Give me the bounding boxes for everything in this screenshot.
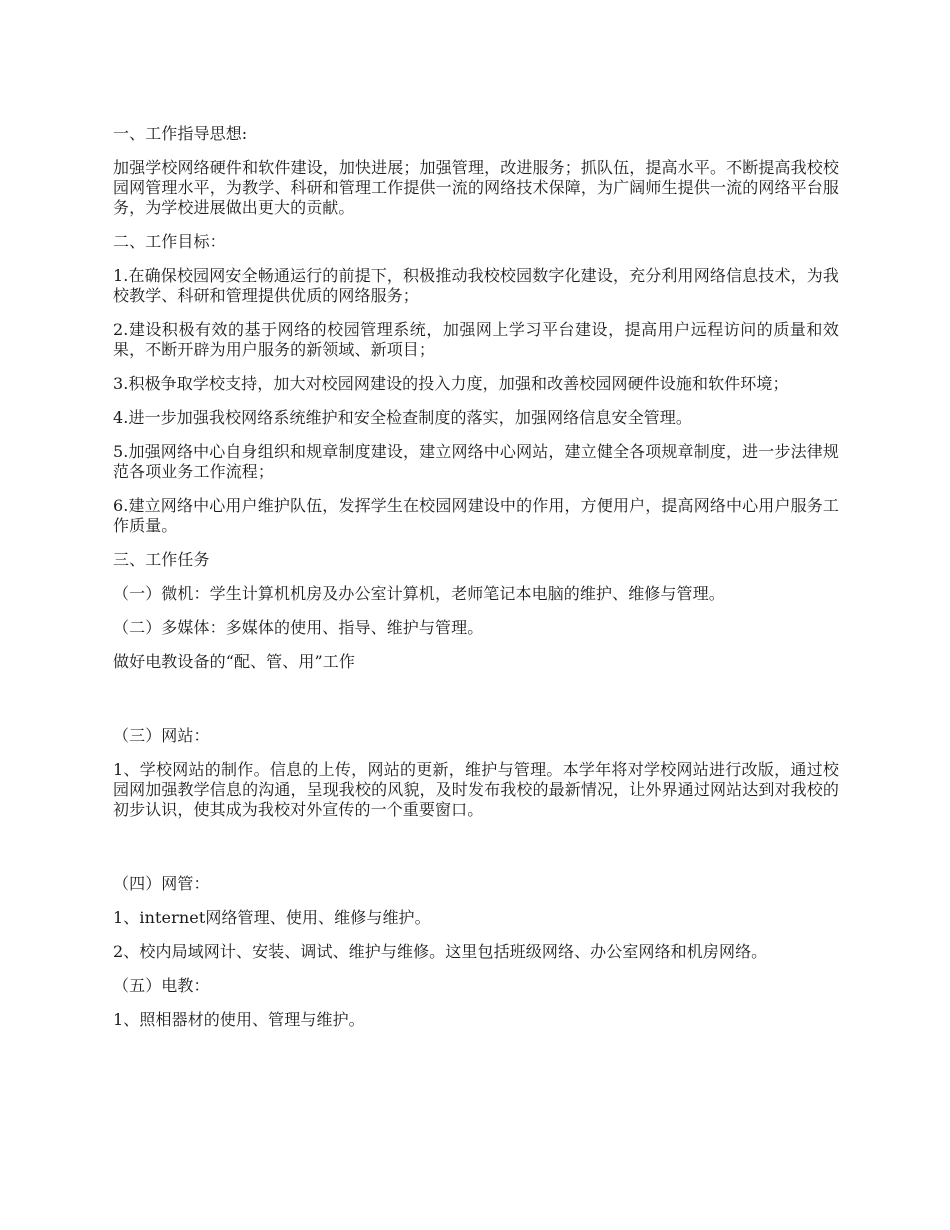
goal-item-4: 4.进一步加强我校网络系统维护和安全检查制度的落实，加强网络信息安全管理。 (113, 408, 692, 427)
heading-guiding-thought: 一、工作指导思想: (113, 124, 248, 143)
spacer (113, 834, 839, 874)
heading-network-admin: （四）网管： (113, 874, 210, 893)
task-multimedia: （二）多媒体：多媒体的使用、指导、维护与管理。 (113, 618, 484, 637)
goal-item-5: 5.加强网络中心自身组织和规章制度建设，建立网络中心网站，建立健全各项规章制度，进一步法律规范各项业务工作流程； (113, 442, 839, 481)
task-microcomputer: （一）微机：学生计算机机房及办公室计算机，老师笔记本电脑的维护、维修与管理。 (113, 584, 725, 603)
task-av-equipment: 做好电教设备的“配、管、用”工作 (113, 652, 355, 671)
document-body (113, 124, 839, 1044)
audio-visual-item-1: 1、照相器材的使用、管理与维护。 (113, 1010, 365, 1029)
heading-audio-visual: （五）电教： (113, 976, 210, 995)
heading-website: （三）网站： (113, 726, 210, 745)
network-item-1: 1、internet网络管理、使用、维修与维护。 (113, 908, 431, 927)
goal-item-2: 2.建设积极有效的基于网络的校园管理系统，加强网上学习平台建设，提高用户远程访问的质量和效果，不断开辟为用户服务的新领域、新项目； (113, 320, 839, 359)
heading-work-goals: 二、工作目标： (113, 232, 226, 251)
spacer (113, 686, 839, 726)
website-item-1: 1、学校网站的制作。信息的上传，网站的更新，维护与管理。本学年将对学校网站进行改版，通过校园网加强教学信息的沟通，呈现我校的风貌，及时发布我校的最新情况，让外界通过网站达到对我校的初步认识，使其成为我校对外宣传的一个重要窗口。 (113, 760, 839, 819)
heading-work-tasks: 三、工作任务 (113, 550, 210, 569)
paragraph-guiding-thought: 加强学校网络硬件和软件建设，加快进展；加强管理，改进服务；抓队伍，提高水平。不断提高我校校园网管理水平，为教学、科研和管理工作提供一流的网络技术保障，为广阔师生提供一流的网络平台服务，为学校进展做出更大的贡献。 (113, 158, 839, 217)
goal-item-6: 6.建立网络中心用户维护队伍，发挥学生在校园网建设中的作用，方便用户，提高网络中心用户服务工作质量。 (113, 496, 839, 535)
network-item-2: 2、校内局域网计、安装、调试、维护与维修。这里包括班级网络、办公室网络和机房网络。 (113, 942, 768, 961)
goal-item-3: 3.积极争取学校支持，加大对校园网建设的投入力度，加强和改善校园网硬件设施和软件环境； (113, 374, 789, 393)
goal-item-1: 1.在确保校园网安全畅通运行的前提下，积极推动我校校园数字化建设，充分利用网络信息技术，为我校教学、科研和管理提供优质的网络服务； (113, 266, 839, 305)
